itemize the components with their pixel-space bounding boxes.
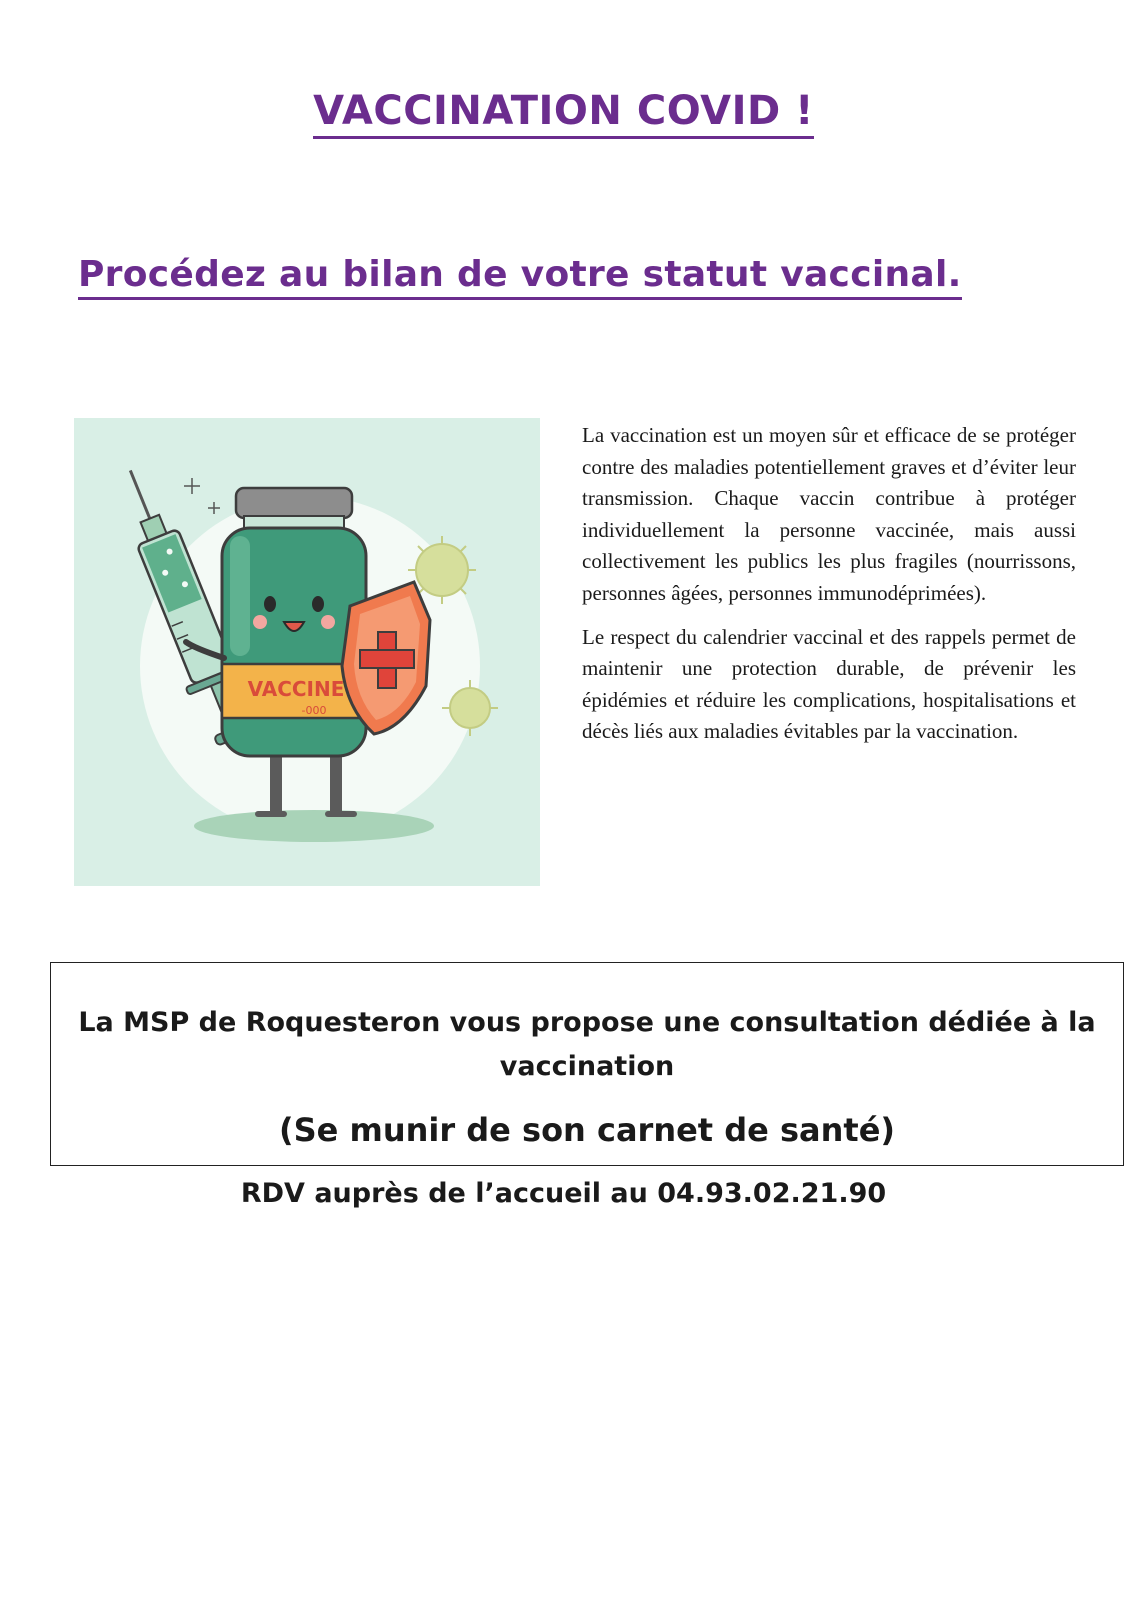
- rdv-contact-text: RDV auprès de l’accueil au 04.93.02.21.90: [240, 1178, 887, 1209]
- ground-shadow: [194, 810, 434, 842]
- page-subtitle: [78, 254, 1068, 295]
- page-subtitle-text: Procédez au bilan de votre statut vaccinal.: [78, 254, 962, 300]
- info-box-carnet-text: (Se munir de son carnet de santé): [278, 1111, 896, 1149]
- bottle-label-sub: -000: [301, 704, 327, 717]
- info-box-consultation-text: La MSP de Roquesteron vous propose une consultation dédiée à la vaccination: [78, 1007, 1096, 1082]
- body-paragraph-2: Le respect du calendrier vaccinal et des rappels permet de maintenir une protection durable, de prévenir les épidémies et réduire les complications, hospitalisations et décès liés aux maladies évitables par la vaccination.: [582, 624, 1076, 744]
- body-text: [582, 420, 1076, 760]
- page-title-text: VACCINATION COVID !: [313, 88, 814, 139]
- bottle-leg-right: [330, 748, 342, 812]
- bottle-label: VACCINE: [247, 677, 345, 701]
- vaccine-illustration: [74, 418, 540, 886]
- bottle-leg-left: [270, 748, 282, 812]
- info-box: [50, 962, 1124, 1166]
- vaccine-illustration-svg: [74, 418, 540, 886]
- page-title: [0, 88, 1127, 134]
- body-paragraph-1: La vaccination est un moyen sûr et efficace de se protéger contre des maladies potentiellement graves et d’éviter leur transmission. Chaque vaccin contribue à protéger individuellement la personne vaccinée, mais aussi collectivement les publics les plus fragiles (nourrissons, personnes âgées, personnes immunodéprimées).: [582, 423, 1076, 605]
